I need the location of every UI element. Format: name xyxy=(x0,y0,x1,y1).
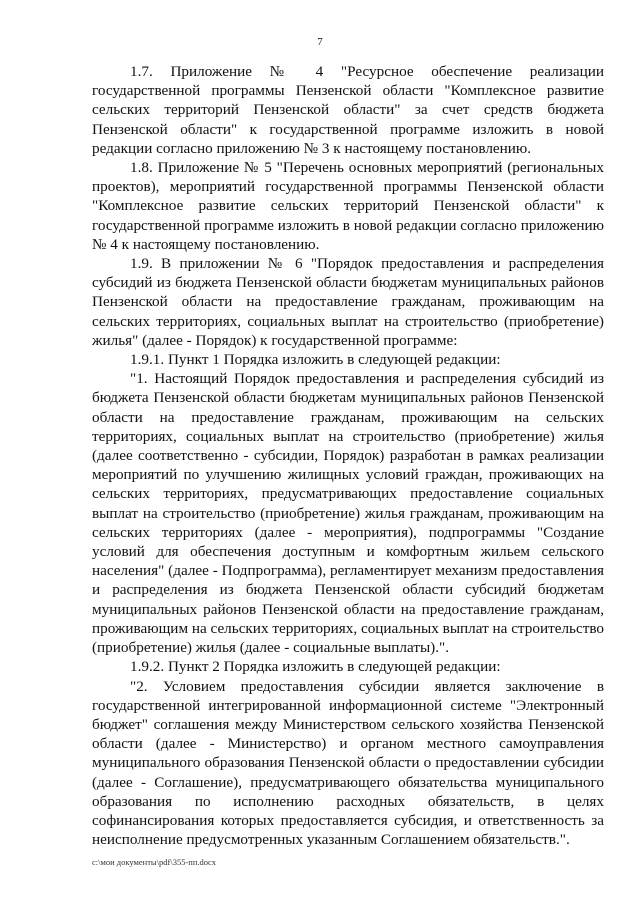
paragraph-quote-1: "1. Настоящий Порядок предоставления и распределения субсидий из бюджета Пензенской области бюджетам муниципальных районов Пензенской области на предоставление гражданам, проживающим на сельских территориях, социальных выплат на строительство (приобретение) жилья (далее соответственно - субсидии, Порядок) разработан в рамках реализации мероприятий по улучшению жилищных условий граждан, проживающих на сельских территориях, предусматривающих предоставление социальных выплат на строительство (приобретение) жилья гражданам, проживающим на сельских территориях (далее - мероприятия), подпрограммы "Создание условий для обеспечения доступным и комфортным жильем сельского населения" (далее - Подпрограмма), регламентирует механизм предоставления и распределения из бюджета Пензенской области субсидий бюджетам муниципальных районов Пензенской области на предоставление гражданам, проживающим на сельских территориях, социальных выплат на строительство (приобретение) жилья (далее - социальные выплаты).". xyxy=(92,370,604,657)
paragraph-1-9-1: 1.9.1. Пункт 1 Порядка изложить в следующей редакции: xyxy=(130,351,501,369)
paragraph-quote-2: "2. Условием предоставления субсидии является заключение в государственной интегрированной информационной системе "Электронный бюджет" соглашения между Министерством сельского хозяйства Пензенской области (далее - Министерство) и органом местного самоуправления муниципального образования Пензенской области о предоставлении субсидии (далее - Соглашение), предусматривающего обязательства муниципального образования по исполнению расходных обязательств, в целях софинансирования которых предоставляется субсидия, и ответственность за неисполнение предусмотренных указанным Соглашением обязательств.". xyxy=(92,677,604,849)
paragraph-1-7: 1.7. Приложение № 4 "Ресурсное обеспечение реализации государственной программы Пензенской области "Комплексное развитие сельских территорий Пензенской области" за счет средств бюджета Пензенской области" к государственной программе изложить в новой редакции согласно приложению № 3 к настоящему постановлению. xyxy=(92,63,604,157)
page-number: 7 xyxy=(317,36,323,48)
paragraph-1-8: 1.8. Приложение № 5 "Перечень основных мероприятий (региональных проектов), мероприятий государственной программы Пензенской области "Комплексное развитие сельских территорий Пензенской области" к государственной программе изложить в новой редакции согласно приложению № 4 к настоящему постановлению. xyxy=(92,159,604,253)
footer-file-path: c:\мои документы\pdf\355-пп.docx xyxy=(92,857,217,867)
document-body xyxy=(92,62,604,849)
paragraph-1-9: 1.9. В приложении № 6 "Порядок предоставления и распределения субсидий из бюджета Пензенской области бюджетам муниципальных районов Пензенской области на предоставление гражданам, проживающим на сельских территориях, социальных выплат на строительство (приобретение) жилья" (далее - Порядок) к государственной программе: xyxy=(92,255,604,349)
paragraph-1-9-2: 1.9.2. Пункт 2 Порядка изложить в следующей редакции: xyxy=(130,658,501,676)
